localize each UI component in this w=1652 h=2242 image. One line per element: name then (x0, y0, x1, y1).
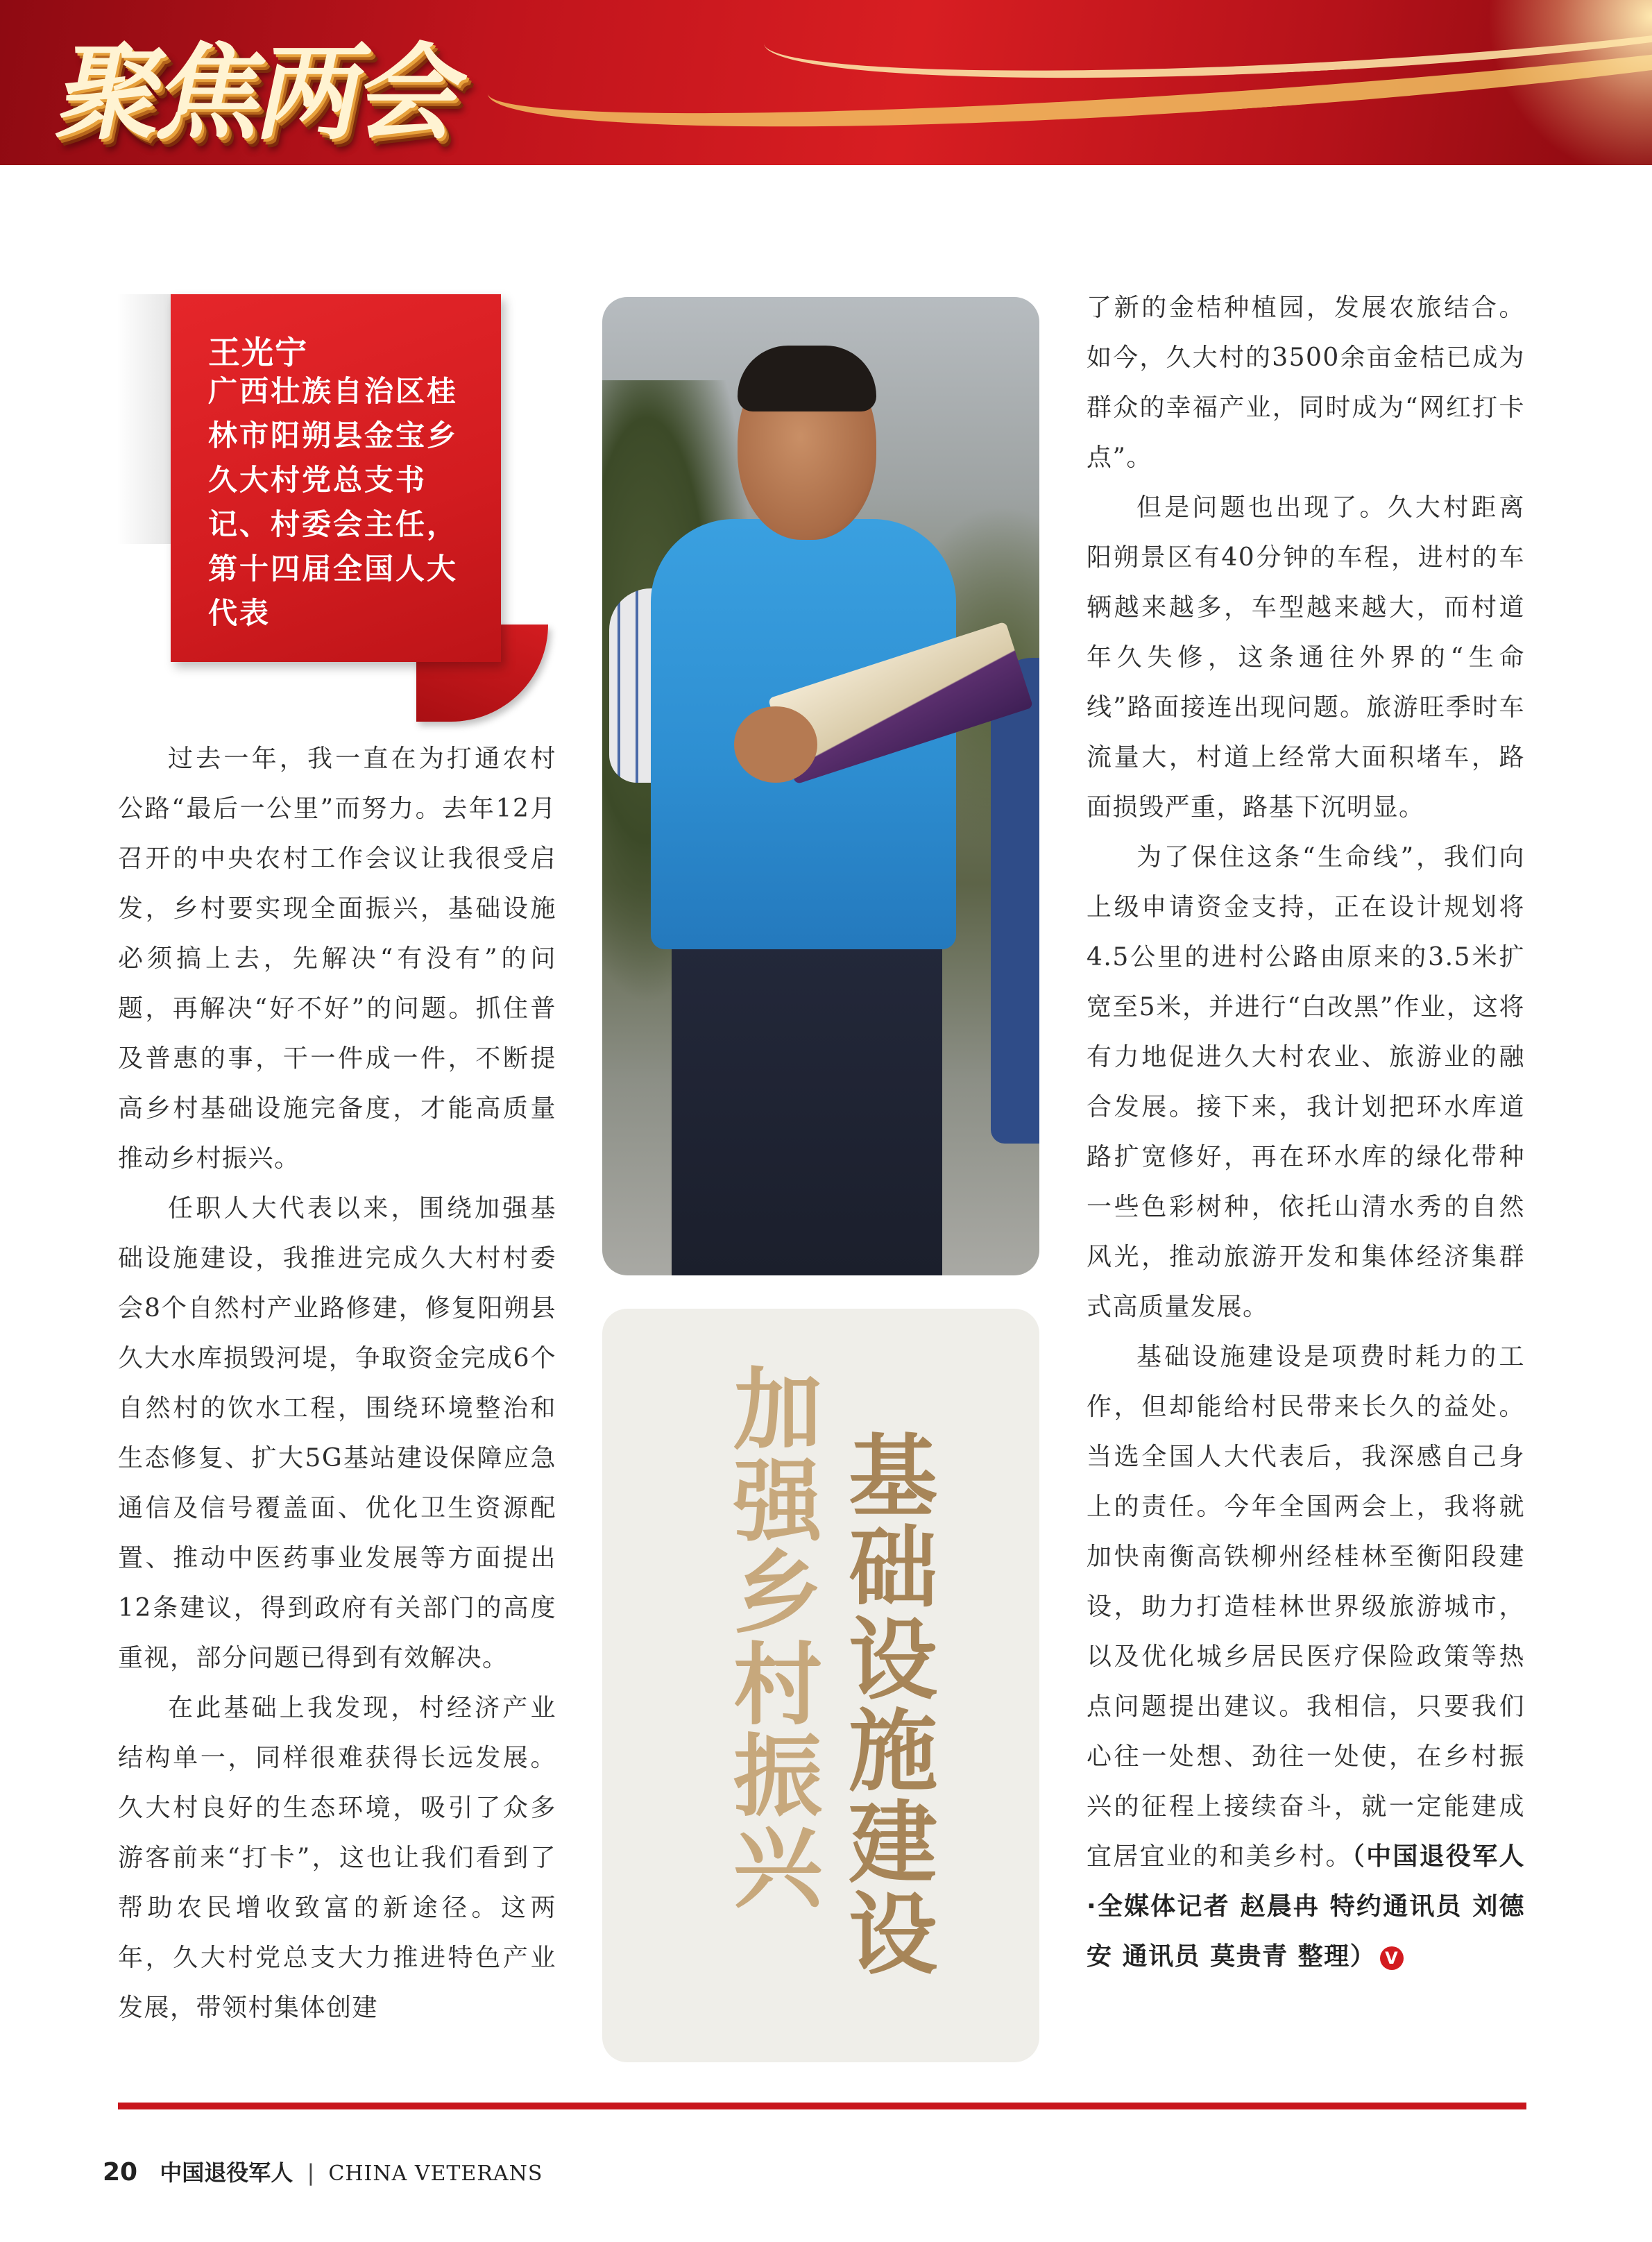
profile-description: 广西壮族自治区桂林市阳朔县金宝乡久大村党总支书记、村委会主任，第十四届全国人大代表 (208, 374, 459, 630)
article-right-column (1087, 283, 1525, 1982)
profile-shadow (117, 294, 172, 544)
section-title: 聚焦两会 (48, 33, 474, 154)
article-paragraph-final (1087, 1332, 1525, 1982)
footer-rule (118, 2103, 1526, 2109)
footer-separator: | (307, 2159, 315, 2186)
article-paragraph-continued: 了新的金桔种植园，发展农旅结合。如今，久大村的3500余亩金桔已成为群众的幸福产业，同时成为“网红打卡点”。 (1087, 294, 1525, 472)
photo-trousers (672, 942, 942, 1275)
photo-hand (734, 706, 817, 783)
profile-name: 王光宁 (208, 334, 308, 371)
magazine-name-cn: 中国退役军人 (160, 2159, 293, 2186)
photo-second-person (991, 658, 1039, 1144)
article-final-text: 基础设施建设是项费时耗力的工作，但却能给村民带来长久的益处。当选全国人大代表后，我深感自己身上的责任。今年全国两会上，我将就加快南衡高铁柳州经桂林至衡阳段建设，助力打造桂林世界级旅游城市，以及优化城乡居民医疗保险政策等热点问题提出建议。我相信，只要我们心往一处想、劲往一处使，在乡村振兴的征程上接续奋斗，就一定能建成宜居宜业的和美乡村。 (1087, 1343, 1525, 1871)
portrait-photo (602, 297, 1039, 1275)
headline-line-1: 基础设施建设 (833, 1429, 937, 1979)
article-left-column (118, 734, 556, 2033)
article-paragraph: 过去一年，我一直在为打通农村公路“最后一公里”而努力。去年12月召开的中央农村工作会议让我很受启发，乡村要实现全面振兴，基础设施必须搞上去，先解决“有没有”的问题，再解决“好不好”的问题。抓住普及普惠的事，干一件成一件，不断提高乡村基础设施完备度，才能高质量推动乡村振兴。 (118, 745, 556, 1173)
magazine-name-en: CHINA VETERANS (328, 2162, 543, 2186)
article-paragraph: 任职人大代表以来，围绕加强基础设施建设，我推进完成久大村村委会8个自然村产业路修建，修复阳朔县久大水库损毁河堤，争取资金完成6个自然村的饮水工程，围绕环境整治和生态修复、扩大5G基站建设保障应急通信及信号覆盖面、优化卫生资源配置、推动中医药事业发展等方面提出12条建议，得到政府有关部门的高度重视，部分问题已得到有效解决。 (118, 1194, 556, 1672)
page-number: 20 (103, 2158, 138, 2186)
headline-line-2: 加强乡村振兴 (718, 1363, 822, 1912)
article-paragraph: 但是问题也出现了。久大村距离阳朔景区有40分钟的车程，进村的车辆越来越多，车型越来越大，而村道年久失修，这条通往外界的“生命线”路面接连出现问题。旅游旺季时车流量大，村道上经常大面积堵车，路面损毁严重，路基下沉明显。 (1087, 493, 1525, 822)
end-mark-icon: V (1380, 1946, 1404, 1970)
footer (103, 2155, 543, 2187)
header-banner (0, 0, 1652, 165)
banner-decoration-glow (1472, 0, 1652, 165)
article-byline: （中国退役军人·全媒体记者 赵晨冉 特约通讯员 刘德安 通讯员 莫贵青 整理） (1087, 1842, 1525, 1971)
photo-hair (738, 346, 876, 411)
article-paragraph: 为了保住这条“生命线”，我们向上级申请资金支持，正在设计规划将4.5公里的进村公路由原来的3.5米扩宽至5米，并进行“白改黑”作业，这将有力地促进久大村农业、旅游业的融合发展。接下来，我计划把环水库道路扩宽修好，再在环水库的绿化带种一些色彩树种，依托山清水秀的自然风光，推动旅游开发和集体经济集群式高质量发展。 (1087, 843, 1525, 1321)
article-paragraph: 在此基础上我发现，村经济产业结构单一，同样很难获得长远发展。久大村良好的生态环境，吸引了众多游客前来“打卡”，这也让我们看到了帮助农民增收致富的新途径。这两年，久大村党总支大力推进特色产业发展，带领村集体创建 (118, 1694, 556, 2022)
